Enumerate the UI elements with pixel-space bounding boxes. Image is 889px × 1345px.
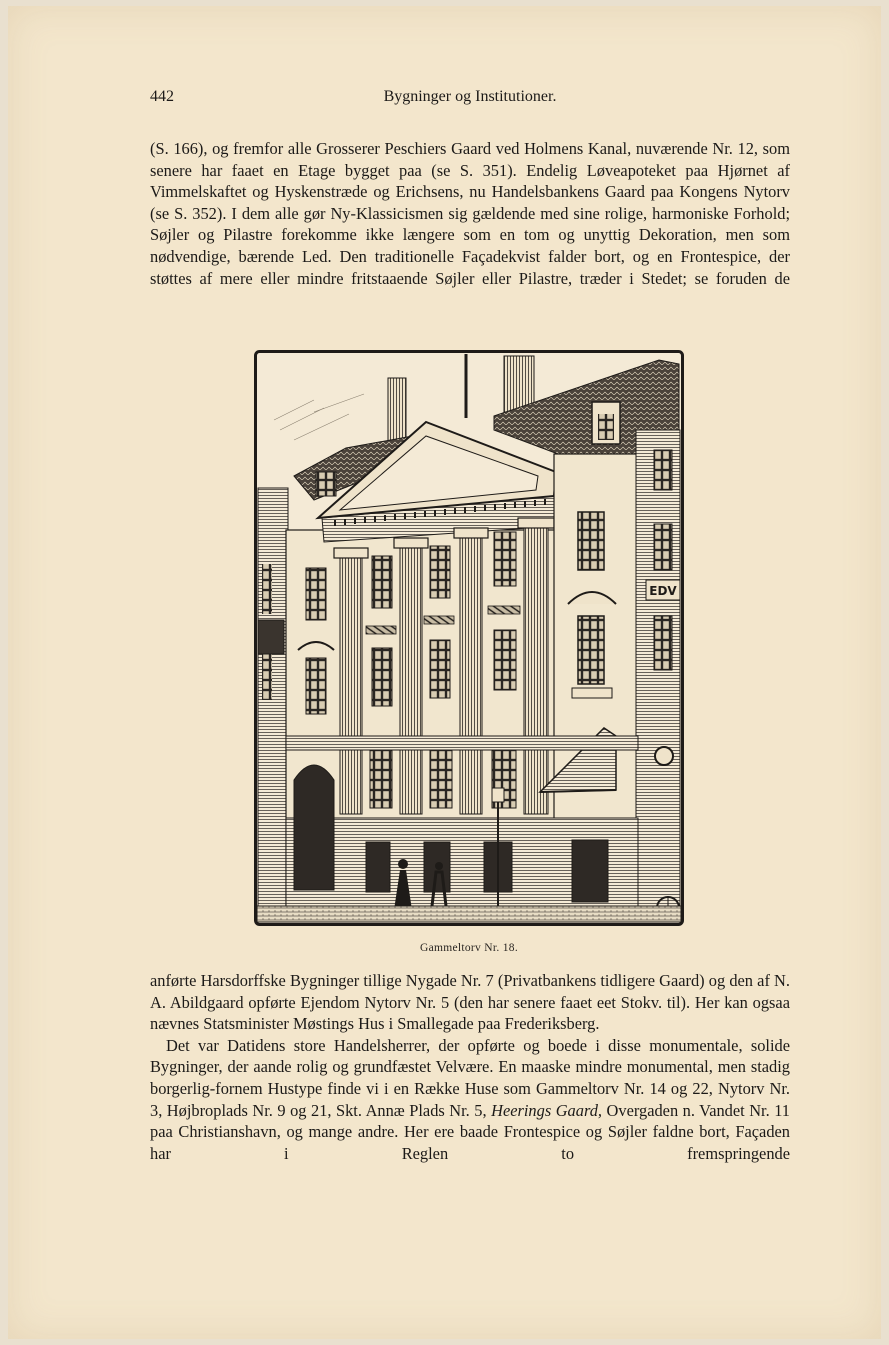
italic-name-heerings-gaard: Heerings Gaard, — [491, 1100, 603, 1120]
paragraph-top: (S. 166), og fremfor alle Grosserer Peschiers Gaard ved Holmens Kanal, nuværende Nr. 12, som senere har faaet en Etage bygget paa (se S. 351). Endelig Løveapoteket paa Hjørnet af Vimmelskaftet og Hyskenstræde og Erichsens, nu Handelsbankens Gaard paa Kongens Nytorv (se S. 352). I dem alle gør Ny-Klassicismen sig gældende med sine rolige, harmoniske Forhold; Søjler og Pilastre forekomme ikke længere som en tom og unyttig Dekoration, men som nødvendige, bærende Led. Den traditionelle Façadekvist falder bort, og en Frontespice, der støttes af mere eller mindre fritstaaende Søjler eller Pilastre, træder i Stedet; se foruden de — [150, 139, 790, 288]
page-number: 442 — [150, 88, 174, 105]
paragraph-2 — [150, 1035, 790, 1165]
figure-caption: Gammeltorv Nr. 18. — [419, 942, 519, 954]
page-header — [150, 88, 790, 112]
paragraph-2-start: Det var Datidens store Handelsherrer, der opførte og boede i disse monumentale, solide Bygninger, der aande rolig og grundfæstet Velvære. En maaske mindre monumental, men stadig borgerlig-fornem Hustype finde vi i en Række Huse som Gammeltorv Nr. 14 og 22, Nytorv Nr. 3, Højbroplads Nr. 9 og 21, Skt. Annæ Plads Nr. 5, — [150, 1035, 790, 1120]
text-block-top — [150, 138, 790, 289]
running-head: Bygninger og Institutioner. — [383, 88, 557, 105]
paragraph-continued: anførte Harsdorffske Bygninger tillige Nygade Nr. 7 (Privatbankens tidligere Gaard) og den af N. A. Abildgaard opførte Ejendom Nytorv Nr. 5 (den har senere faaet eet Stokv. til). Her kan ogsaa nævnes Statsminister Møstings Hus i Smallegade paa Frederiksberg. — [150, 971, 790, 1034]
shop-sign-text: EDV — [649, 584, 677, 598]
paragraph-2-end: Overgaden n. Vandet Nr. 11 paa Christianshavn, og mange andre. Her ere baade Frontespice og Søjler faldne bort, Façaden har i Reglen to fremspringende — [150, 1100, 790, 1163]
text-block-bottom — [150, 970, 790, 1164]
building-engraving — [254, 350, 684, 926]
